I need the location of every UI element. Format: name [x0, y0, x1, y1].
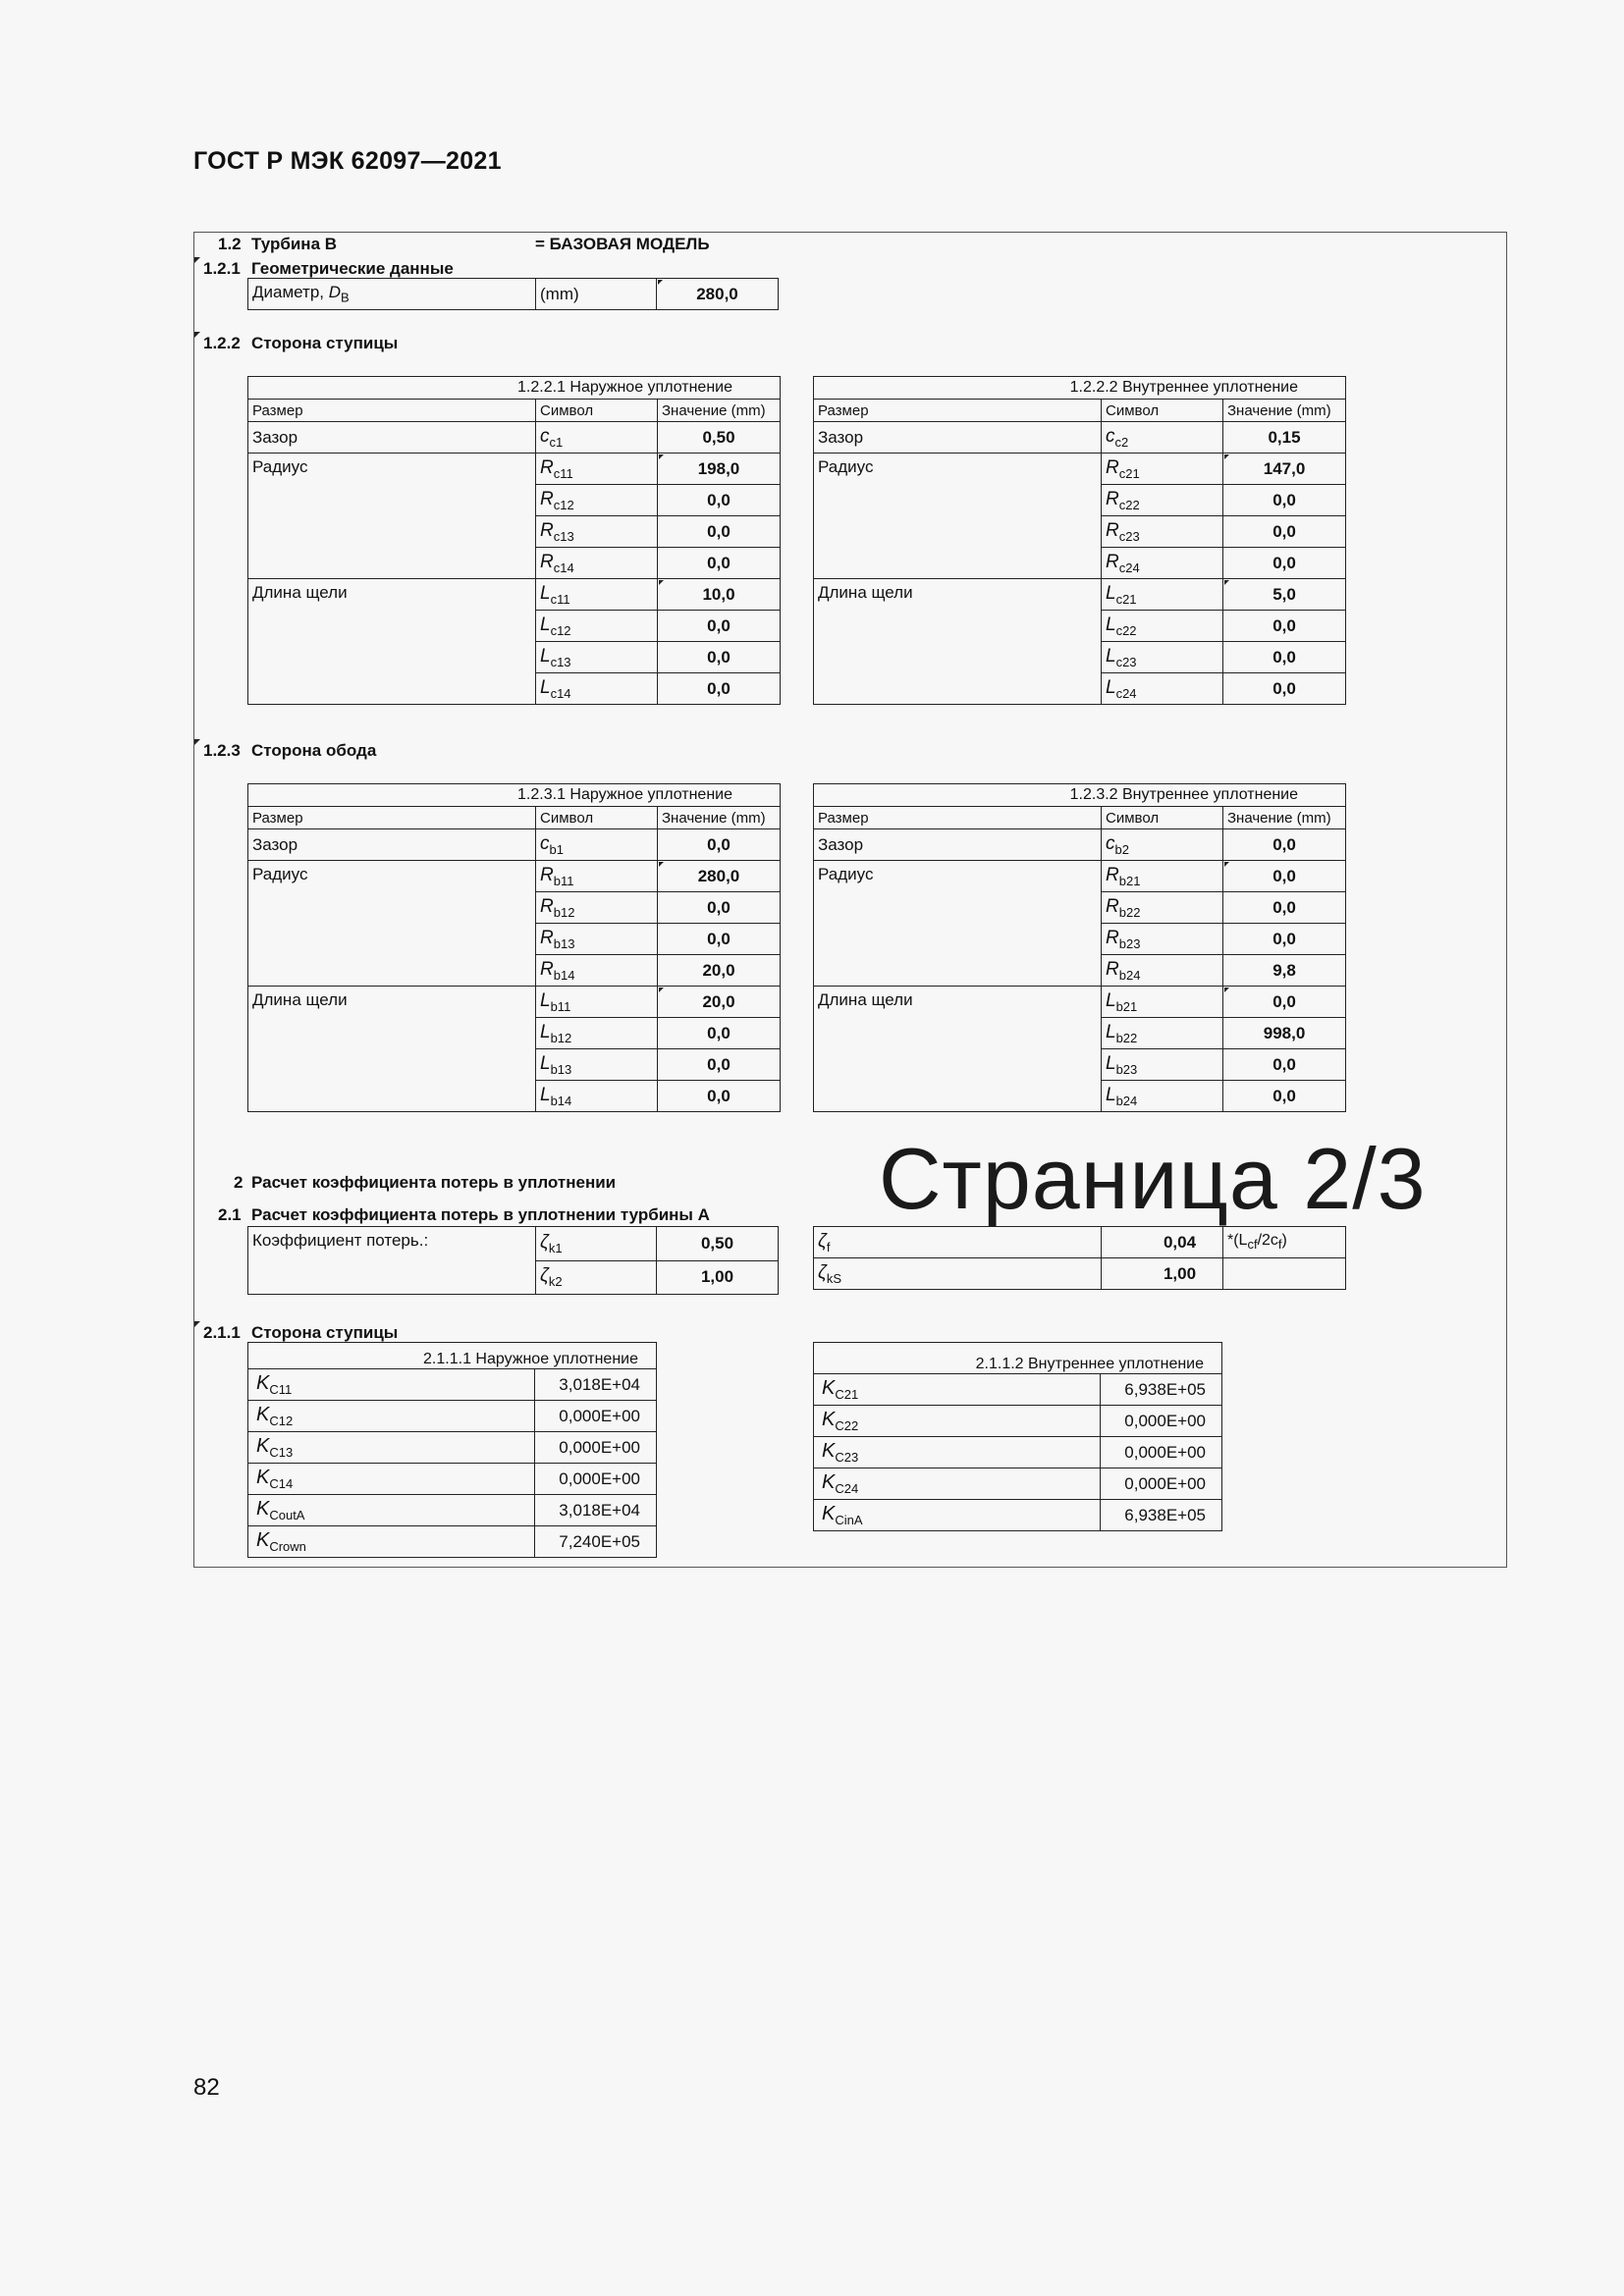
symbol-subscript: c22 [1118, 497, 1140, 512]
symbol-letter: R [540, 488, 554, 509]
row-label-gap: Зазор [248, 422, 536, 454]
zeta-f-symbol: $\zeta_f$ [814, 1227, 1102, 1258]
symbol-subscript: c11 [550, 591, 570, 607]
diameter-table [247, 278, 779, 310]
symbol-letter: R [540, 864, 554, 885]
symbol-cell [536, 987, 658, 1018]
value-cell: 0,0 [658, 1018, 781, 1049]
symbol-subscript: c12 [553, 497, 574, 512]
value-cell: 0,0 [1223, 516, 1346, 548]
k-value-cell: 0,000E+00 [535, 1432, 657, 1464]
diameter-unit: (mm) [536, 279, 657, 310]
zeta-k2-value: 1,00 [657, 1260, 779, 1295]
table-hub-outer-seal [247, 376, 781, 705]
value-cell: 0,0 [658, 516, 781, 548]
value-cell: 0,0 [658, 1081, 781, 1112]
column-header-value: Значение (mm) [658, 807, 781, 829]
symbol-letter: R [1106, 551, 1119, 572]
symbol-letter: R [1106, 488, 1119, 509]
row-label-slot: Длина щели [248, 579, 536, 705]
symbol-subscript: c2 [1114, 434, 1129, 450]
k-value-cell: 0,000E+00 [1101, 1468, 1222, 1500]
k-value-cell: 7,240E+05 [535, 1526, 657, 1558]
zeta-ks-value: 1,00 [1102, 1258, 1223, 1290]
symbol-subscript: c14 [553, 560, 574, 575]
value-cell: 147,0 [1223, 454, 1346, 485]
table-caption: 2.1.1.1 Наружное уплотнение [248, 1343, 657, 1369]
row-label-radius: Радиус [814, 454, 1102, 579]
symbol-subscript: b12 [553, 904, 575, 920]
table-row [814, 422, 1346, 454]
table-row [814, 1406, 1222, 1437]
symbol-letter: L [1106, 645, 1116, 667]
symbol-letter: L [1106, 1052, 1116, 1074]
symbol-letter: L [1106, 989, 1116, 1011]
diameter-label: Диаметр, $D_B$ [248, 279, 536, 310]
symbol-letter: R [540, 958, 554, 980]
symbol-cell [536, 673, 658, 705]
symbol-letter: L [540, 1052, 551, 1074]
k-value-cell: 0,000E+00 [1101, 1406, 1222, 1437]
k-symbol-cell: $K_{C12}$ [248, 1401, 535, 1432]
column-header-symbol: Символ [1102, 400, 1223, 422]
symbol-letter: L [1106, 582, 1116, 604]
symbol-cell [1102, 987, 1223, 1018]
table-row [248, 1401, 657, 1432]
zeta-k1-symbol: $\zeta_{k1}$ [536, 1227, 657, 1261]
section-2-1-1-number: 2.1.1 [203, 1323, 241, 1342]
symbol-letter: c [1106, 832, 1115, 854]
symbol-subscript: c24 [1115, 685, 1137, 701]
value-cell: 0,0 [658, 611, 781, 642]
value-cell: 0,0 [1223, 892, 1346, 924]
loss-coefficient-label: Коэффициент потерь.: [248, 1227, 536, 1295]
symbol-cell [536, 454, 658, 485]
zeta-f-value: 0,04 [1102, 1227, 1223, 1258]
symbol-letter: L [1106, 1021, 1116, 1042]
value-cell: 5,0 [1223, 579, 1346, 611]
symbol-cell [1102, 892, 1223, 924]
symbol-letter: L [540, 1084, 551, 1105]
diameter-symbol: D [328, 283, 342, 302]
value-cell: 0,0 [658, 1049, 781, 1081]
symbol-subscript: b13 [550, 1061, 572, 1077]
value-cell: 0,0 [658, 485, 781, 516]
k-value-cell: 3,018E+04 [535, 1369, 657, 1401]
value-cell: 0,0 [658, 642, 781, 673]
k-symbol-cell: $K_{C14}$ [248, 1464, 535, 1495]
k-symbol-cell: $K_{CoutA}$ [248, 1495, 535, 1526]
corner-mark [194, 1321, 200, 1327]
column-header-size: Размер [248, 400, 536, 422]
k-value-cell: 6,938E+05 [1101, 1500, 1222, 1531]
symbol-subscript: c23 [1115, 654, 1137, 669]
symbol-cell [1102, 548, 1223, 579]
symbol-letter: R [1106, 895, 1119, 917]
page-number: 82 [193, 2074, 220, 2101]
symbol-cell [536, 1081, 658, 1112]
symbol-letter: R [1106, 864, 1119, 885]
table-row [248, 454, 781, 485]
symbol-letter: c [540, 832, 550, 854]
value-cell: 20,0 [658, 955, 781, 987]
table-row [814, 1374, 1222, 1406]
symbol-cell [1102, 673, 1223, 705]
symbol-cell [1102, 955, 1223, 987]
symbol-letter: R [540, 927, 554, 948]
row-label-gap: Зазор [814, 422, 1102, 454]
symbol-letter: R [1106, 519, 1119, 541]
table-row [814, 861, 1346, 892]
value-cell: 0,0 [1223, 673, 1346, 705]
symbol-cell [1102, 422, 1223, 454]
symbol-cell [536, 924, 658, 955]
symbol-subscript: c22 [1115, 622, 1137, 638]
row-label-slot: Длина щели [814, 987, 1102, 1112]
symbol-subscript: b22 [1118, 904, 1141, 920]
symbol-cell [536, 829, 658, 861]
section-2-number: 2 [234, 1173, 244, 1192]
table-row [248, 1495, 657, 1526]
section-1-2-2-number: 1.2.2 [203, 334, 241, 352]
symbol-cell [1102, 861, 1223, 892]
k-value-cell: 6,938E+05 [1101, 1374, 1222, 1406]
row-label-radius: Радиус [248, 861, 536, 987]
symbol-subscript: b13 [553, 935, 575, 951]
symbol-subscript: b11 [553, 873, 574, 888]
value-cell: 0,0 [1223, 861, 1346, 892]
symbol-subscript: c11 [553, 465, 573, 481]
symbol-subscript: b12 [550, 1030, 572, 1045]
symbol-subscript: b14 [553, 967, 575, 983]
loss-coefficient-table-right [813, 1226, 1346, 1290]
k-table-hub-inner [813, 1342, 1222, 1531]
symbol-letter: L [1106, 1084, 1116, 1105]
value-cell: 20,0 [658, 987, 781, 1018]
symbol-subscript: b22 [1115, 1030, 1138, 1045]
symbol-subscript: b1 [549, 841, 564, 857]
value-cell: 9,8 [1223, 955, 1346, 987]
symbol-letter: L [1106, 614, 1116, 635]
table-row [248, 579, 781, 611]
symbol-letter: L [540, 1021, 551, 1042]
zeta-k2-symbol: $\zeta_{k2}$ [536, 1260, 657, 1295]
symbol-cell [536, 955, 658, 987]
symbol-cell [536, 1049, 658, 1081]
symbol-subscript: b21 [1115, 998, 1138, 1014]
section-1-2-3-title: Сторона обода [251, 741, 377, 760]
table-row [814, 1468, 1222, 1500]
symbol-cell [1102, 611, 1223, 642]
value-cell: 280,0 [658, 861, 781, 892]
table-caption: 1.2.3.1 Наружное уплотнение [248, 784, 781, 807]
symbol-cell [536, 642, 658, 673]
symbol-subscript: c24 [1118, 560, 1140, 575]
table-row [814, 454, 1346, 485]
value-cell: 0,0 [1223, 924, 1346, 955]
value-cell: 998,0 [1223, 1018, 1346, 1049]
symbol-subscript: c21 [1115, 591, 1137, 607]
symbol-letter: L [540, 989, 551, 1011]
column-header-value: Значение (mm) [1223, 400, 1346, 422]
column-header-symbol: Символ [1102, 807, 1223, 829]
value-cell: 0,0 [1223, 987, 1346, 1018]
symbol-letter: L [540, 645, 551, 667]
base-model-label: = БАЗОВАЯ МОДЕЛЬ [535, 235, 710, 253]
value-cell: 198,0 [658, 454, 781, 485]
symbol-cell [536, 611, 658, 642]
value-cell: 0,15 [1223, 422, 1346, 454]
symbol-cell [1102, 829, 1223, 861]
table-row [248, 422, 781, 454]
table-row [814, 1500, 1222, 1531]
diameter-value: 280,0 [657, 279, 779, 310]
zeta-k1-value: 0,50 [657, 1227, 779, 1261]
symbol-cell [536, 516, 658, 548]
symbol-letter: c [540, 425, 550, 447]
symbol-cell [1102, 1018, 1223, 1049]
k-symbol-cell: $K_{C23}$ [814, 1437, 1101, 1468]
symbol-cell [536, 861, 658, 892]
page-watermark: Страница 2/3 [879, 1130, 1427, 1227]
table-row [248, 1464, 657, 1495]
empty-cell [1223, 1258, 1346, 1290]
symbol-letter: R [1106, 958, 1119, 980]
value-cell: 0,0 [1223, 642, 1346, 673]
column-header-value: Значение (mm) [658, 400, 781, 422]
zeta-f-note: $*(L_{cf}/2c_f)$ [1223, 1227, 1346, 1258]
table-row [248, 1369, 657, 1401]
symbol-cell [536, 485, 658, 516]
symbol-letter: R [1106, 927, 1119, 948]
symbol-letter: c [1106, 425, 1115, 447]
table-row [814, 1437, 1222, 1468]
symbol-letter: L [1106, 676, 1116, 698]
symbol-cell [1102, 1049, 1223, 1081]
symbol-cell [536, 1018, 658, 1049]
k-symbol-cell: $K_{CinA}$ [814, 1500, 1101, 1531]
value-cell: 0,0 [658, 829, 781, 861]
value-cell: 0,0 [1223, 1081, 1346, 1112]
symbol-letter: R [540, 519, 554, 541]
symbol-letter: R [1106, 456, 1119, 478]
symbol-letter: L [540, 582, 551, 604]
value-cell: 0,0 [1223, 548, 1346, 579]
symbol-subscript: c23 [1118, 528, 1140, 544]
symbol-cell [1102, 516, 1223, 548]
table-caption: 2.1.1.2 Внутреннее уплотнение [814, 1343, 1222, 1374]
symbol-cell [536, 579, 658, 611]
column-header-size: Размер [814, 400, 1102, 422]
value-cell: 0,0 [1223, 829, 1346, 861]
symbol-subscript: c13 [550, 654, 571, 669]
table-rim-outer-seal [247, 783, 781, 1112]
symbol-cell [1102, 1081, 1223, 1112]
k-value-cell: 0,000E+00 [535, 1464, 657, 1495]
table-row [248, 1526, 657, 1558]
k-symbol-cell: $K_{Crown}$ [248, 1526, 535, 1558]
column-header-size: Размер [248, 807, 536, 829]
section-2-title: Расчет коэффициента потерь в уплотнении [251, 1173, 617, 1192]
symbol-subscript: b24 [1115, 1093, 1138, 1108]
value-cell: 10,0 [658, 579, 781, 611]
table-row [248, 829, 781, 861]
symbol-cell [536, 892, 658, 924]
value-cell: 0,0 [1223, 1049, 1346, 1081]
column-header-size: Размер [814, 807, 1102, 829]
symbol-letter: L [540, 614, 551, 635]
k-value-cell: 0,000E+00 [535, 1401, 657, 1432]
row-label-gap: Зазор [248, 829, 536, 861]
row-label-radius: Радиус [248, 454, 536, 579]
diameter-subscript: B [341, 290, 350, 305]
symbol-subscript: c13 [553, 528, 574, 544]
row-label-gap: Зазор [814, 829, 1102, 861]
k-table-hub-outer [247, 1342, 657, 1558]
table-hub-inner-seal [813, 376, 1346, 705]
table-row [248, 1432, 657, 1464]
value-cell: 0,0 [1223, 485, 1346, 516]
value-cell: 0,0 [658, 673, 781, 705]
zeta-ks-symbol: $\zeta_{kS}$ [814, 1258, 1102, 1290]
symbol-cell [536, 548, 658, 579]
corner-mark [194, 257, 200, 263]
section-1-2-title: Турбина В [251, 235, 338, 253]
row-label-slot: Длина щели [248, 987, 536, 1112]
table-row [248, 987, 781, 1018]
k-symbol-cell: $K_{C22}$ [814, 1406, 1101, 1437]
symbol-subscript: b23 [1118, 935, 1141, 951]
corner-mark [194, 332, 200, 338]
symbol-subscript: c1 [549, 434, 564, 450]
symbol-subscript: b21 [1118, 873, 1141, 888]
section-2-1-1-title: Сторона ступицы [251, 1323, 399, 1342]
table-rim-inner-seal [813, 783, 1346, 1112]
symbol-cell [1102, 579, 1223, 611]
section-2-1-number: 2.1 [218, 1205, 242, 1224]
symbol-letter: R [540, 551, 554, 572]
section-1-2-1-title: Геометрические данные [251, 259, 454, 278]
symbol-cell [1102, 485, 1223, 516]
row-label-slot: Длина щели [814, 579, 1102, 705]
value-cell: 0,0 [658, 548, 781, 579]
symbol-cell [536, 422, 658, 454]
column-header-value: Значение (mm) [1223, 807, 1346, 829]
symbol-subscript: b23 [1115, 1061, 1138, 1077]
value-cell: 0,50 [658, 422, 781, 454]
symbol-cell [1102, 924, 1223, 955]
section-2-1-title: Расчет коэффициента потерь в уплотнении турбины А [251, 1205, 710, 1224]
table-row [814, 829, 1346, 861]
table-row [248, 861, 781, 892]
table-caption: 1.2.3.2 Внутреннее уплотнение [814, 784, 1346, 807]
symbol-subscript: c14 [550, 685, 571, 701]
section-1-2-number: 1.2 [218, 235, 242, 253]
value-cell: 0,0 [658, 924, 781, 955]
table-caption: 1.2.2.2 Внутреннее уплотнение [814, 377, 1346, 400]
column-header-symbol: Символ [536, 807, 658, 829]
symbol-subscript: c21 [1118, 465, 1140, 481]
symbol-letter: R [540, 895, 554, 917]
corner-mark [194, 739, 200, 745]
value-cell: 0,0 [1223, 611, 1346, 642]
section-1-2-2-title: Сторона ступицы [251, 334, 399, 352]
loss-coefficient-table-left [247, 1226, 779, 1295]
k-value-cell: 3,018E+04 [535, 1495, 657, 1526]
column-header-symbol: Символ [536, 400, 658, 422]
symbol-subscript: b2 [1114, 841, 1129, 857]
table-row [814, 579, 1346, 611]
symbol-subscript: b11 [550, 998, 571, 1014]
value-cell: 0,0 [658, 892, 781, 924]
section-1-2-1-number: 1.2.1 [203, 259, 241, 278]
symbol-letter: L [540, 676, 551, 698]
k-symbol-cell: $K_{C13}$ [248, 1432, 535, 1464]
symbol-subscript: b24 [1118, 967, 1141, 983]
document-title: ГОСТ Р МЭК 62097—2021 [193, 147, 502, 175]
symbol-cell [1102, 642, 1223, 673]
k-symbol-cell: $K_{C24}$ [814, 1468, 1101, 1500]
table-caption: 1.2.2.1 Наружное уплотнение [248, 377, 781, 400]
symbol-letter: R [540, 456, 554, 478]
k-value-cell: 0,000E+00 [1101, 1437, 1222, 1468]
k-symbol-cell: $K_{C21}$ [814, 1374, 1101, 1406]
symbol-subscript: c12 [550, 622, 571, 638]
k-symbol-cell: $K_{C11}$ [248, 1369, 535, 1401]
table-row [814, 987, 1346, 1018]
symbol-cell [1102, 454, 1223, 485]
symbol-subscript: b14 [550, 1093, 572, 1108]
section-1-2-3-number: 1.2.3 [203, 741, 241, 760]
row-label-radius: Радиус [814, 861, 1102, 987]
